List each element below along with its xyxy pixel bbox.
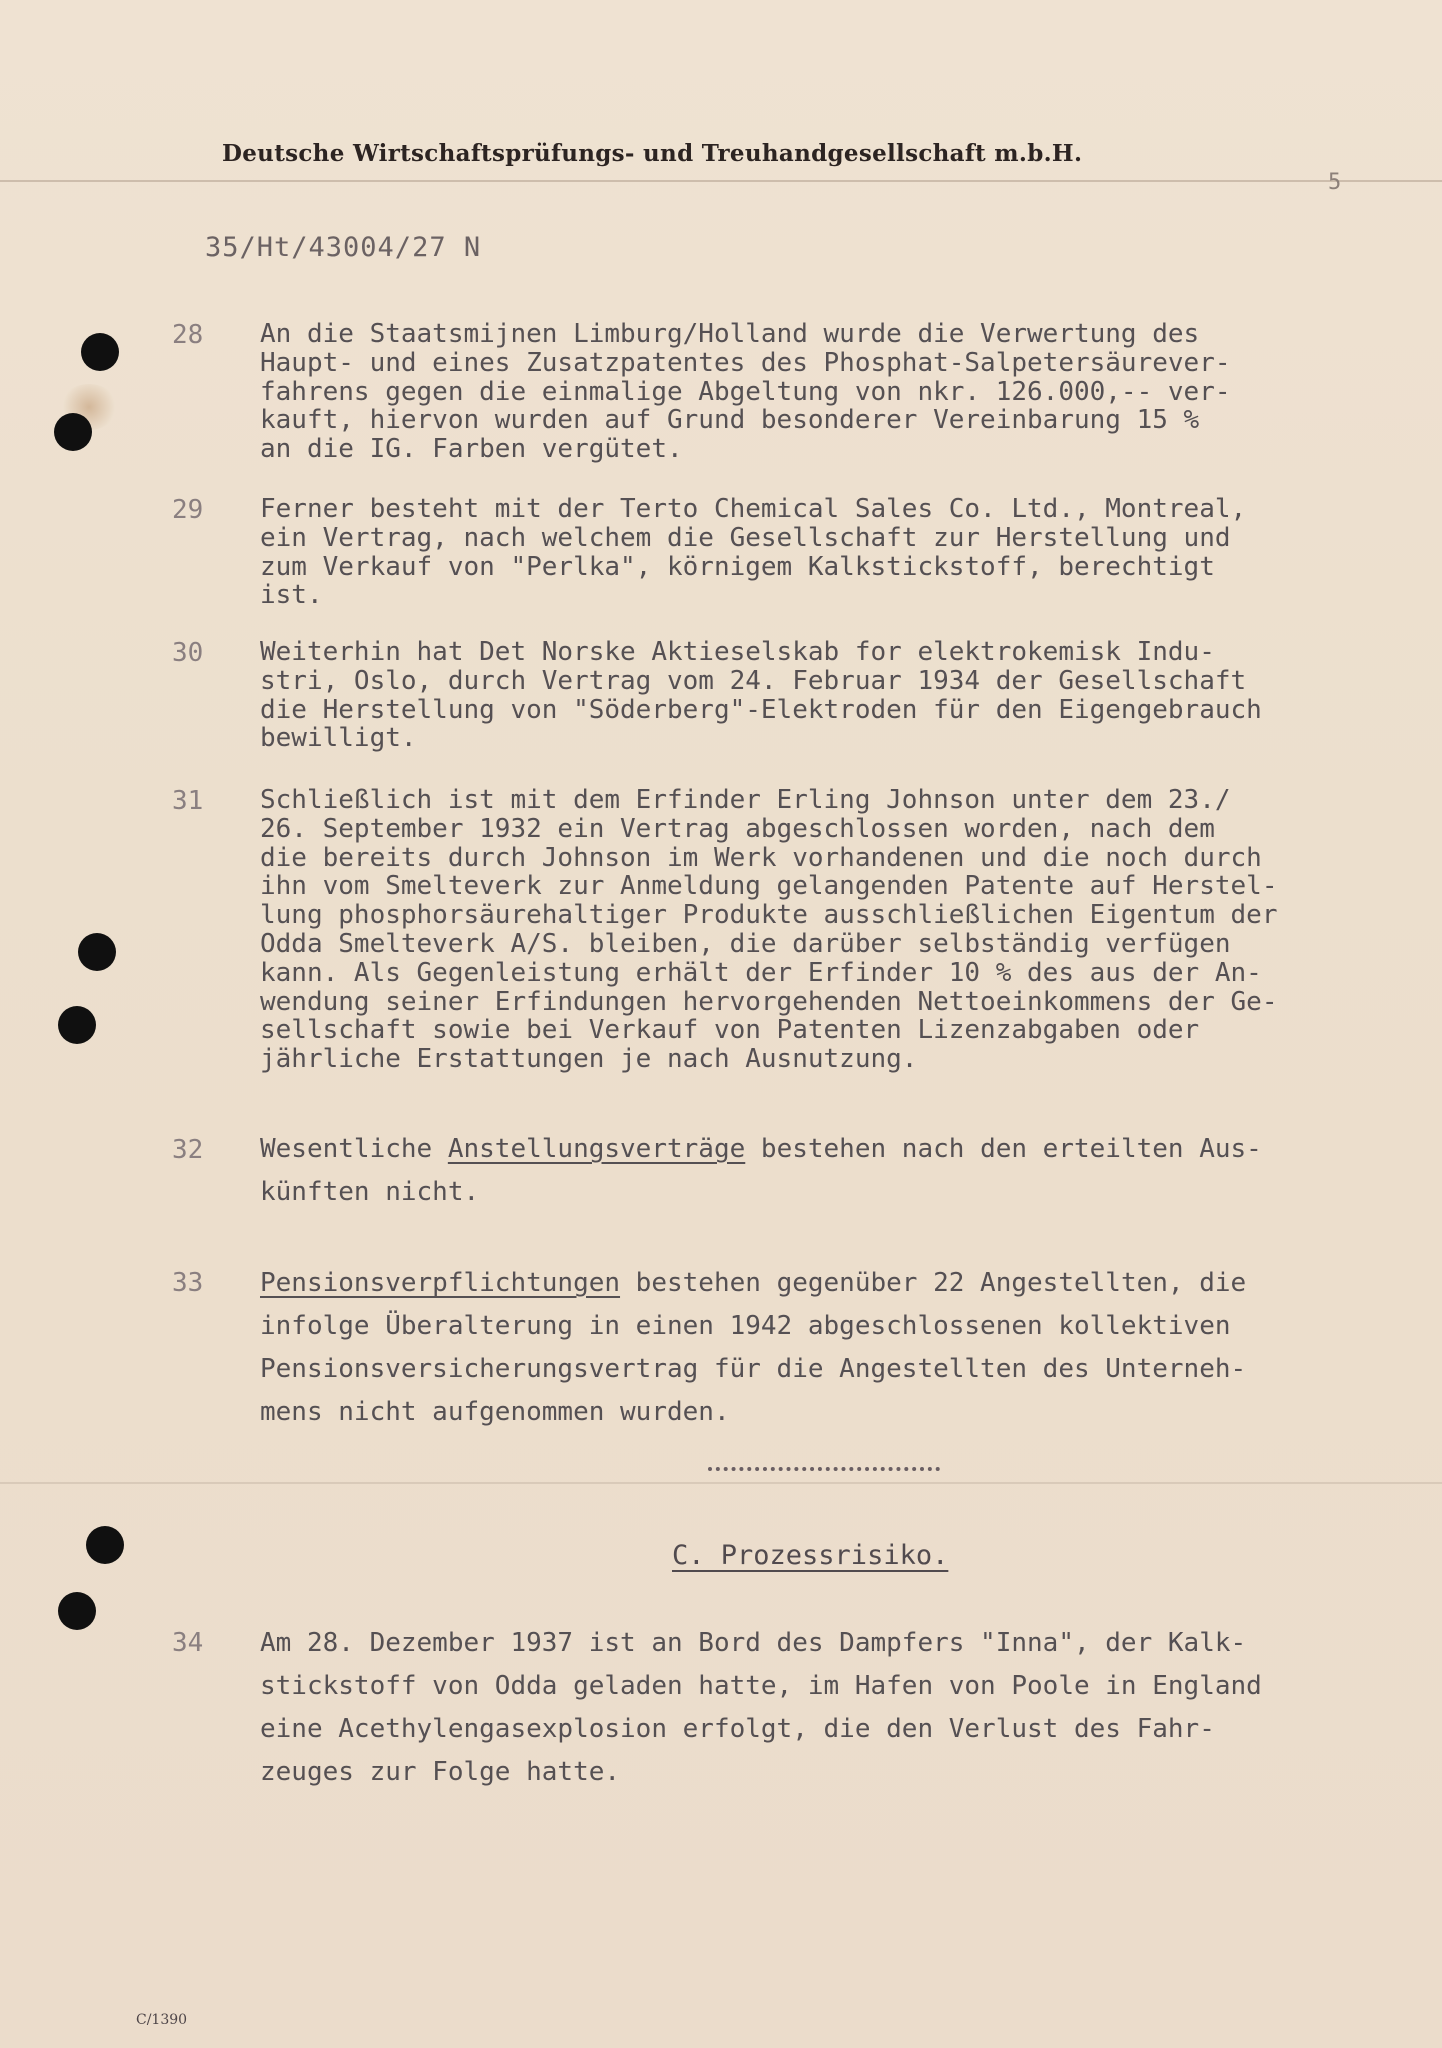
letterhead: Deutsche Wirtschaftsprüfungs- und Treuhandgesellschaft m.b.H. <box>222 140 1083 167</box>
item-paragraph: Schließlich ist mit dem Erfinder Erling Johnson unter dem 23./ 26. September 1932 ein Vertrag abgeschlossen worden, nach dem die bereits durch Johnson im Werk vorhandenen und die noch durch ihn vom Smelteverk zur Anmeldung gelangenden Patente auf Herstel- lung phosphorsäurehaltiger Produkte ausschließlichen Eigentum der Odda Smelteverk A/S. bleiben, die darüber selbständig verfügen kann. Als Gegenleistung erhält der Erfinder 10 % des aus der An- wendung seiner Erfindungen hervorgehenden Nettoeinkommens der Ge- sellschaft sowie bei Verkauf von Patenten Lizenzabgaben oder jährliche Erstattungen je nach Ausnutzung. <box>260 785 1278 1075</box>
item-paragraph: Am 28. Dezember 1937 ist an Bord des Dampfers "Inna", der Kalk- stickstoff von Odda geladen hatte, im Hafen von Poole in England eine Acethylengasexplosion erfolgt, die den Verlust des Fahr- zeuges zur Folge hatte. <box>260 1628 1262 1787</box>
item-paragraph: Weiterhin hat Det Norske Aktieselskab for elektrokemisk Indu- stri, Oslo, durch Vertrag vom 24. Februar 1934 der Gesellschaft die Herstellung von "Söderberg"-Elektroden für den Eigengebrauch bewilligt. <box>260 637 1262 754</box>
punch-hole <box>86 1526 124 1564</box>
item-number: 30 <box>172 638 204 668</box>
item-paragraph: Wesentliche Anstellungsverträge bestehen nach den erteilten Aus- künften nicht. <box>260 1134 1262 1207</box>
item-number: 29 <box>172 495 204 525</box>
item-paragraph: An die Staatsmijnen Limburg/Holland wurde die Verwertung des Haupt- und eines Zusatzpatentes des Phosphat-Salpetersäurever- fahrens gegen die einmalige Abgeltung von nkr. 126.000,-- ver- kauft, hiervon wurden auf Grund besonderer Vereinbarung 15 % an die IG. Farben vergütet. <box>260 319 1231 465</box>
header-rule <box>0 180 1442 182</box>
underlined-term: Pensionsverpflichtungen <box>260 1268 621 1298</box>
punch-hole <box>78 933 116 971</box>
item-number: 31 <box>172 786 204 816</box>
item-number: 32 <box>172 1135 204 1165</box>
form-code: C/1390 <box>136 2012 188 2028</box>
punch-hole <box>58 1006 96 1044</box>
punch-hole <box>58 1592 96 1630</box>
item-number: 28 <box>172 320 204 350</box>
section-heading: C. Prozessrisiko. <box>672 1540 949 1571</box>
item-paragraph: Pensionsverpflichtungen bestehen gegenüber 22 Angestellten, die infolge Überalterung in einen 1942 abgeschlossenen kollektiven Pensionsversicherungsvertrag für die Angestellten des Unterneh- mens nicht aufgenommen wurden. <box>260 1268 1247 1427</box>
punch-hole <box>54 413 92 451</box>
item-number: 33 <box>172 1268 204 1298</box>
item-paragraph: Ferner besteht mit der Terto Chemical Sales Co. Ltd., Montreal, ein Vertrag, nach welchem die Gesellschaft zur Herstellung und zum Verkauf von "Perlka", körnigem Kalkstickstoff, berechtigt ist. <box>260 494 1247 611</box>
page-fold-line <box>0 1482 1442 1484</box>
underlined-term: Anstellungsverträge <box>447 1134 746 1164</box>
reference-number: 35/Ht/43004/27 N <box>205 232 482 263</box>
page-number: 5 <box>1328 170 1342 195</box>
punch-hole <box>81 333 119 371</box>
item-number: 34 <box>172 1628 204 1658</box>
section-divider <box>708 1467 940 1471</box>
